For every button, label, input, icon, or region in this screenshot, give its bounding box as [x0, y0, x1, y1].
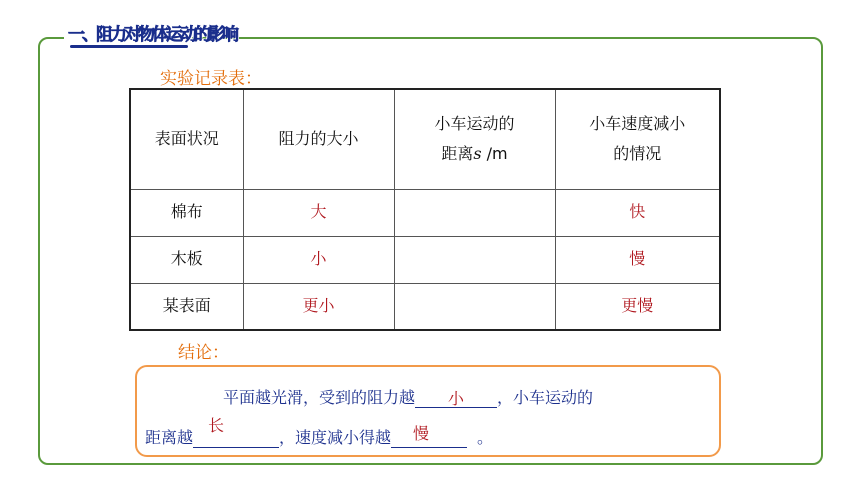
- header-speed-line1: 小车速度减小: [589, 113, 686, 133]
- cell-resistance: 更小: [243, 283, 394, 330]
- cell-distance: [394, 236, 555, 283]
- table-label: 实验记录表：: [160, 69, 262, 89]
- header-surface: 表面状况: [130, 89, 243, 189]
- conclusion-text-part4: ，速度减小得越: [279, 428, 392, 447]
- header-distance-symbol: s: [473, 144, 482, 164]
- cell-surface: 某表面: [130, 283, 243, 330]
- answer-text-3: 慢: [413, 424, 430, 443]
- answer-text-1: 小: [448, 389, 465, 408]
- header-distance-line2: [395, 139, 555, 169]
- conclusion-text-part1: 平面越光滑，受到的阻力越: [223, 388, 416, 407]
- table-row: [130, 189, 720, 236]
- header-distance-line1: 小车运动的: [434, 113, 515, 133]
- table-row: [130, 236, 720, 283]
- answer-blank-2: [193, 416, 279, 448]
- title-underline-decoration: [70, 45, 188, 48]
- table-row: [130, 283, 720, 330]
- cell-surface: 木板: [130, 236, 243, 283]
- header-distance-unit: /m: [481, 144, 508, 164]
- header-distance-word: 距离: [441, 144, 474, 164]
- header-resistance: 阻力的大小: [243, 89, 394, 189]
- cell-speed-change: 快: [555, 189, 720, 236]
- cell-distance: [394, 283, 555, 330]
- cell-distance: [394, 189, 555, 236]
- table-header-row: [130, 89, 720, 189]
- header-speed-change: [555, 89, 720, 189]
- section-title: [64, 20, 236, 50]
- cell-resistance: 小: [243, 236, 394, 283]
- cell-speed-change: 慢: [555, 236, 720, 283]
- conclusion-text-part3: 距离越: [145, 428, 194, 447]
- cell-resistance: 大: [243, 189, 394, 236]
- answer-blank-3: [391, 424, 467, 448]
- experiment-record-table: [129, 88, 721, 331]
- answer-text-2: 长: [208, 416, 225, 435]
- cell-speed-change: 更慢: [555, 283, 720, 330]
- conclusion-text-part5: 。: [477, 428, 494, 447]
- cell-surface: 棉布: [130, 189, 243, 236]
- header-speed-line2: 的情况: [613, 144, 662, 164]
- conclusion-line-2: [145, 416, 494, 448]
- conclusion-text-part2: ，小车运动的: [497, 388, 594, 407]
- conclusion-box: [135, 365, 721, 457]
- conclusion-label: 结论：: [178, 343, 229, 363]
- conclusion-line-1: [223, 385, 593, 408]
- header-distance: [394, 89, 555, 189]
- answer-blank-1: [415, 387, 497, 408]
- section-title-text: 一、阻力对物体运动的影响: [68, 25, 236, 45]
